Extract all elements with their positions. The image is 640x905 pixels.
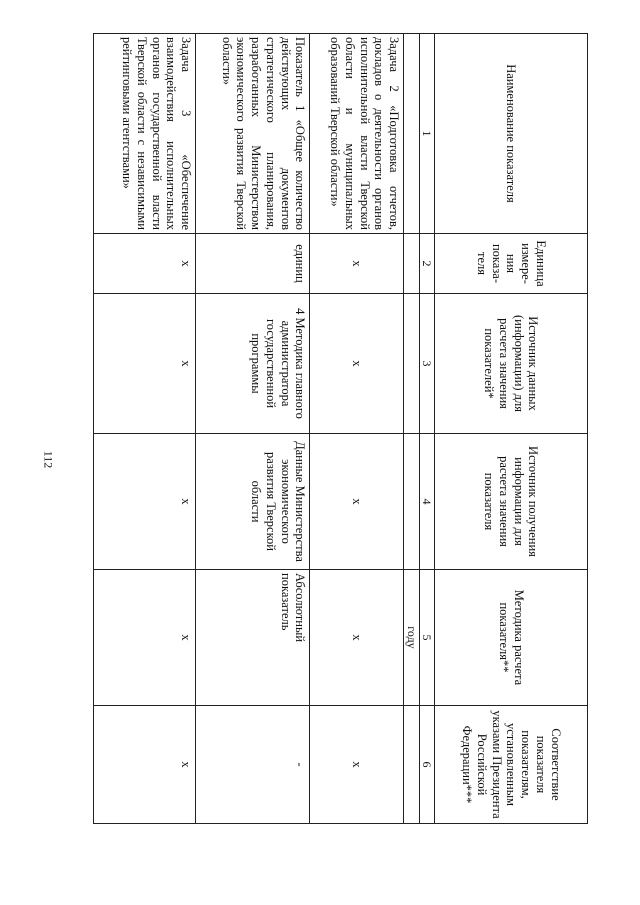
year-note-empty [404, 706, 419, 824]
row-name: Задача 2 «Подготовка отчетов, докладов о деятельности органов исполнительной власти Тверской области и муниципальных образований Тверской области» [310, 34, 404, 234]
row-name: Задача 3 «Обеспечение взаимодействия исполнительных органов государственной власти Тверской области с независимыми рейтинговыми агентствами» [94, 34, 196, 234]
col-number: 5 [419, 570, 434, 706]
row-source-data: x [94, 294, 196, 434]
indicator-table-rotated [93, 33, 588, 823]
header-unit: Единица измере-ния показа-теля [435, 234, 588, 294]
indicator-table [93, 33, 588, 824]
row-unit: x [94, 234, 196, 294]
year-note-empty [404, 294, 419, 434]
year-note-label: году [404, 570, 419, 706]
row-correspondence: - [196, 706, 310, 824]
header-source-info: Источник получения информации для расчета значения показателя [435, 434, 588, 570]
col-number: 3 [419, 294, 434, 434]
row-method: x [94, 570, 196, 706]
header-correspondence: Соответствие показателя показателям, установленным указами Президента Российской Федерации*** [435, 706, 588, 824]
row-correspondence: x [310, 706, 404, 824]
page-number: 112 [41, 450, 56, 469]
row-method: Абсолютный показатель [196, 570, 310, 706]
row-unit: единиц [196, 234, 310, 294]
col-number: 6 [419, 706, 434, 824]
year-note-empty [404, 234, 419, 294]
year-note-row [404, 34, 419, 824]
row-unit: x [310, 234, 404, 294]
header-row [435, 34, 588, 824]
table-row [196, 34, 310, 824]
header-source-data: Источник данных (информации) для расчета значения показателей* [435, 294, 588, 434]
row-name: Показатель 1 «Общее количество действующих документов стратегического планирования, разработанных Министерством экономического развития Тверской области» [196, 34, 310, 234]
row-source-info: x [310, 434, 404, 570]
row-correspondence: x [94, 706, 196, 824]
year-note-empty [404, 434, 419, 570]
header-name: Наименование показателя [435, 34, 588, 234]
column-number-row [419, 34, 434, 824]
row-source-data: x [310, 294, 404, 434]
table-row [310, 34, 404, 824]
header-method: Методика расчета показателя** [435, 570, 588, 706]
row-source-data: 4 Методика главного администратора государственной программы [196, 294, 310, 434]
row-source-info: Данные Министерства экономического развития Тверской области [196, 434, 310, 570]
row-method: x [310, 570, 404, 706]
table-row [94, 34, 196, 824]
col-number: 2 [419, 234, 434, 294]
year-note-empty [404, 34, 419, 234]
col-number: 1 [419, 34, 434, 234]
row-source-info: x [94, 434, 196, 570]
col-number: 4 [419, 434, 434, 570]
indicator-table-wrapper [93, 33, 588, 823]
